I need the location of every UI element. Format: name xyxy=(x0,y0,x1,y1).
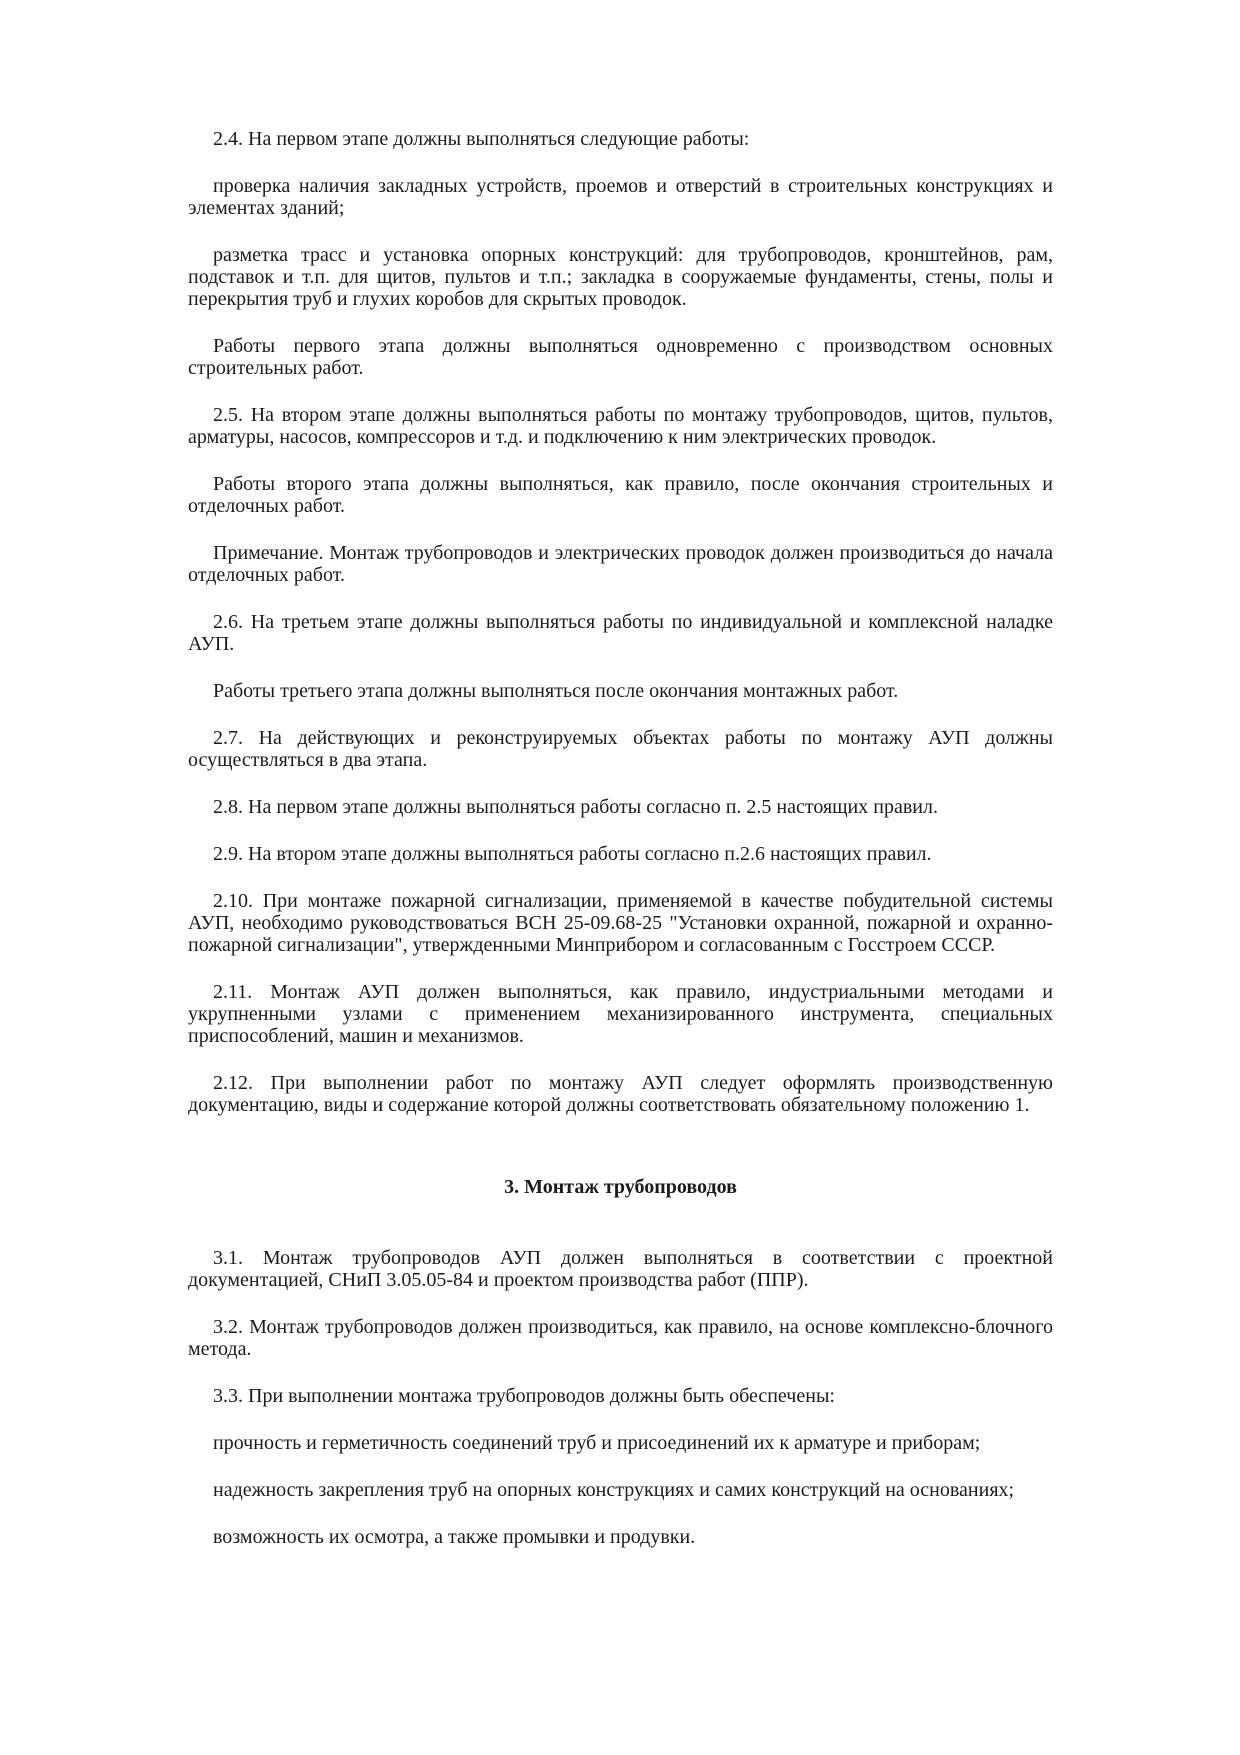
paragraph-2-4: 2.4. На первом этапе должны выполняться следующие работы: xyxy=(213,128,750,150)
paragraph-2-4-item-check: проверка наличия закладных устройств, проемов и отверстий в строительных конструкциях и элементах зданий; xyxy=(188,175,1053,219)
section-3-heading: 3. Монтаж трубопроводов xyxy=(504,1176,737,1198)
paragraph-2-7: 2.7. На действующих и реконструируемых объектах работы по монтажу АУП должны осуществляться в два этапа. xyxy=(188,727,1053,771)
paragraph-first-stage-works: Работы первого этапа должны выполняться одновременно с производством основных строительных работ. xyxy=(188,335,1053,379)
paragraph-2-6: 2.6. На третьем этапе должны выполняться работы по индивидуальной и комплексной наладке АУП. xyxy=(188,611,1053,655)
paragraph-2-5: 2.5. На втором этапе должны выполняться работы по монтажу трубопроводов, щитов, пультов, арматуры, насосов, компрессоров и т.д. и подключению к ним электрических проводок. xyxy=(188,404,1053,448)
paragraph-3-3-item-fixing: надежность закрепления труб на опорных конструкциях и самих конструкций на основаниях; xyxy=(213,1479,1015,1501)
paragraph-3-3-item-strength: прочность и герметичность соединений труб и присоединений их к арматуре и приборам; xyxy=(213,1432,981,1454)
paragraph-note: Примечание. Монтаж трубопроводов и электрических проводок должен производиться до начала отделочных работ. xyxy=(188,542,1053,586)
paragraph-3-1: 3.1. Монтаж трубопроводов АУП должен выполняться в соответствии с проектной документацией, СНиП 3.05.05-84 и проектом производства работ (ППР). xyxy=(188,1247,1053,1291)
paragraph-3-2: 3.2. Монтаж трубопроводов должен производиться, как правило, на основе комплексно-блочного метода. xyxy=(188,1316,1053,1360)
paragraph-third-stage-works: Работы третьего этапа должны выполняться после окончания монтажных работ. xyxy=(213,680,899,702)
paragraph-2-8: 2.8. На первом этапе должны выполняться работы согласно п. 2.5 настоящих правил. xyxy=(213,796,938,818)
paragraph-second-stage-works: Работы второго этапа должны выполняться, как правило, после окончания строительных и отделочных работ. xyxy=(188,473,1053,517)
paragraph-3-3-item-inspection: возможность их осмотра, а также промывки и продувки. xyxy=(213,1526,696,1548)
paragraph-2-11: 2.11. Монтаж АУП должен выполняться, как правило, индустриальными методами и укрупненными узлами с применением механизированного инструмента, специальных приспособлений, машин и механизмов. xyxy=(188,981,1053,1047)
paragraph-2-4-item-marking: разметка трасс и установка опорных конструкций: для трубопроводов, кронштейнов, рам, подставок и т.п. для щитов, пультов и т.п.; закладка в сооружаемые фундаменты, стены, полы и перекрытия труб и глухих коробов для скрытых проводок. xyxy=(188,244,1053,310)
paragraph-2-12: 2.12. При выполнении работ по монтажу АУП следует оформлять производственную документацию, виды и содержание которой должны соответствовать обязательному положению 1. xyxy=(188,1072,1053,1116)
paragraph-2-10: 2.10. При монтаже пожарной сигнализации, применяемой в качестве побудительной системы АУП, необходимо руководствоваться ВСН 25-09.68-25 "Установки охранной, пожарной и охранно-пожарной сигнализации", утвержденными Минприбором и согласованным с Госстроем СССР. xyxy=(188,890,1053,956)
paragraph-2-9: 2.9. На втором этапе должны выполняться работы согласно п.2.6 настоящих правил. xyxy=(213,843,932,865)
paragraph-3-3: 3.3. При выполнении монтажа трубопроводов должны быть обеспечены: xyxy=(213,1385,835,1407)
